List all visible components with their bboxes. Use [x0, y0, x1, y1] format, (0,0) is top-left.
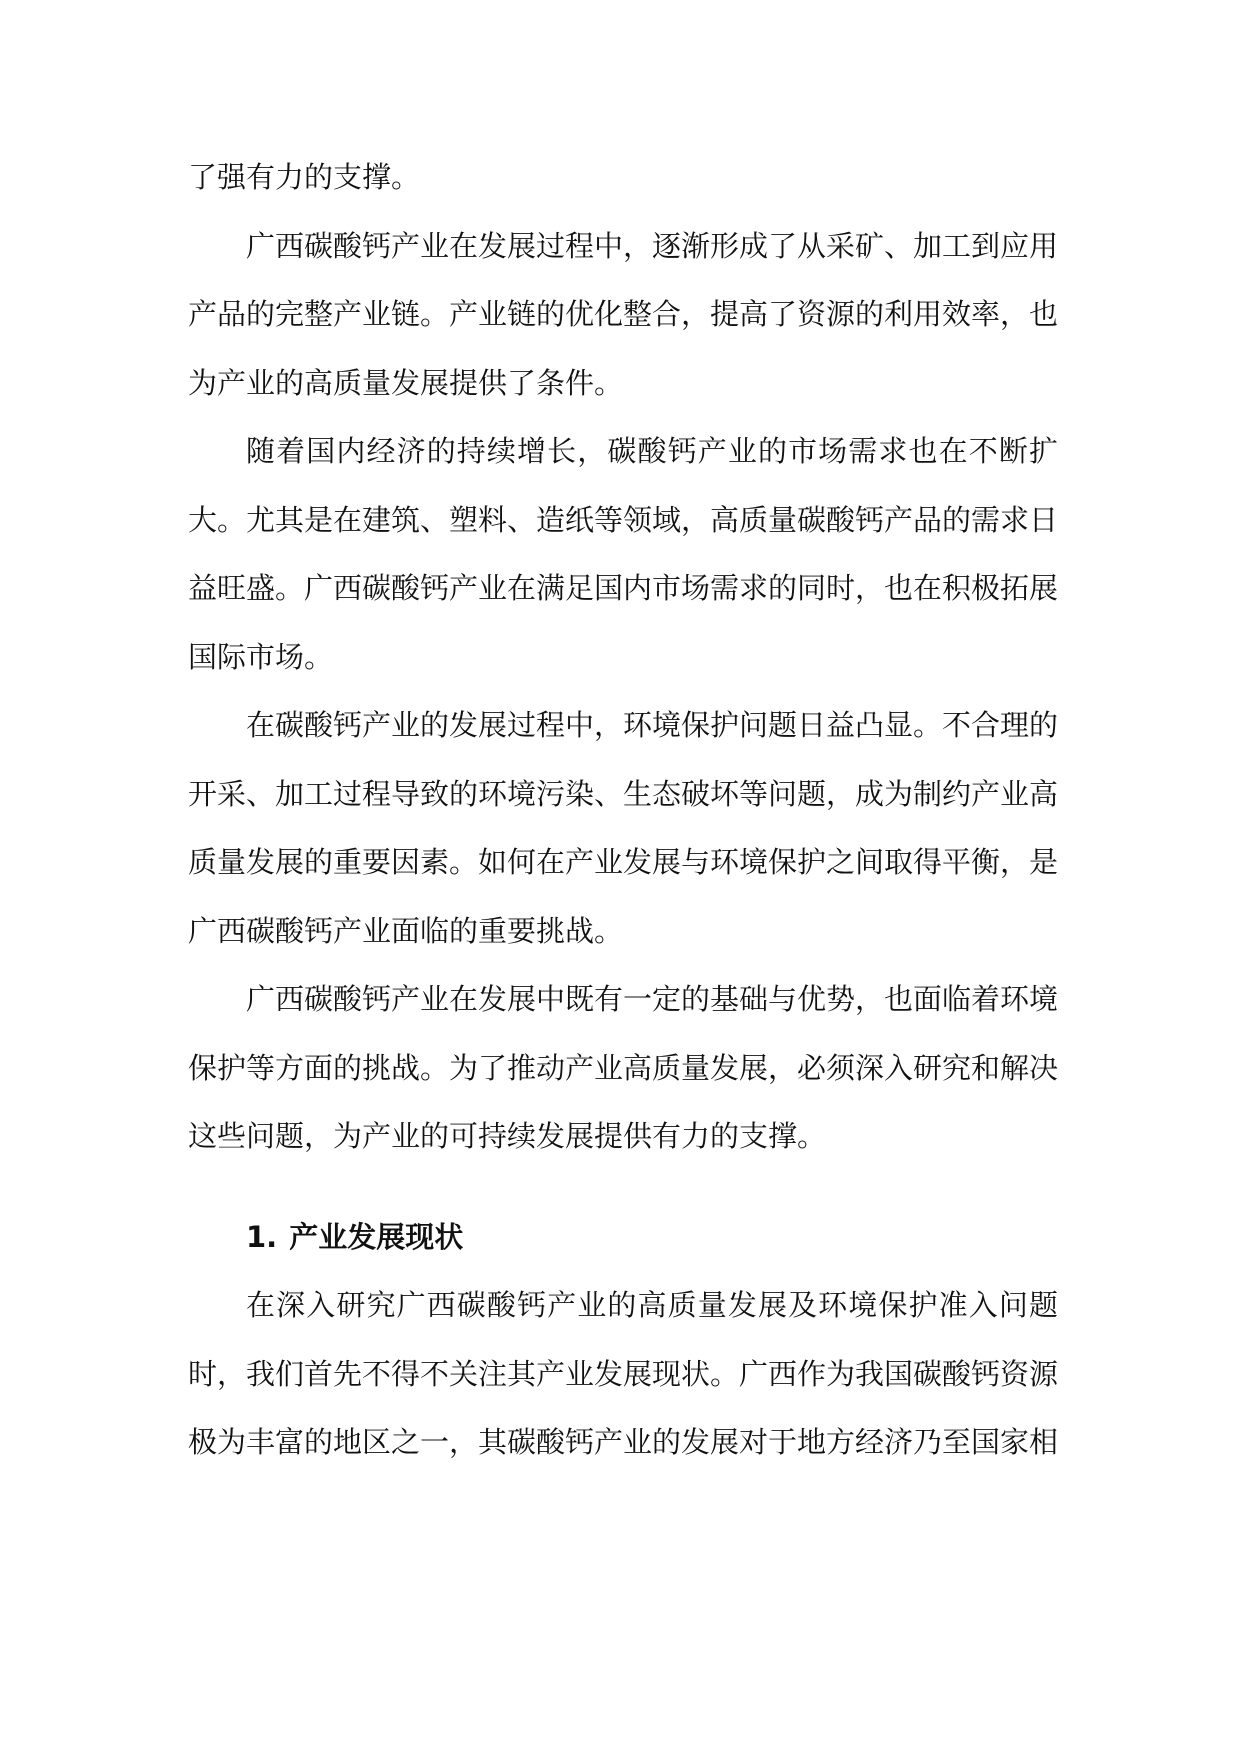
paragraph-market-demand: 随着国内经济的持续增长，碳酸钙产业的市场需求也在不断扩大。尤其是在建筑、塑料、造纸等领域，高质量碳酸钙产品的需求日益旺盛。广西碳酸钙产业在满足国内市场需求的同时，也在积极拓展国际市场。	[188, 434, 1059, 674]
section-number: 1.	[246, 1219, 278, 1254]
paragraph-environment-issues: 在碳酸钙产业的发展过程中，环境保护问题日益凸显。不合理的开采、加工过程导致的环境污染、生态破坏等问题，成为制约产业高质量发展的重要因素。如何在产业发展与环境保护之间取得平衡，是广西碳酸钙产业面临的重要挑战。	[188, 708, 1059, 948]
paragraph-development-status: 在深入研究广西碳酸钙产业的高质量发展及环境保护准入问题时，我们首先不得不关注其产业发展现状。广西作为我国碳酸钙资源极为丰富的地区之一，其碳酸钙产业的发展对于地方经济乃至国家相	[188, 1288, 1059, 1459]
paragraph-summary: 广西碳酸钙产业在发展中既有一定的基础与优势，也面临着环境保护等方面的挑战。为了推动产业高质量发展，必须深入研究和解决这些问题，为产业的可持续发展提供有力的支撑。	[188, 982, 1059, 1153]
paragraph-continued: 了强有力的支撑。	[188, 160, 421, 194]
section-heading	[188, 1203, 1058, 1272]
paragraph-industry-chain: 广西碳酸钙产业在发展过程中，逐渐形成了从采矿、加工到应用产品的完整产业链。产业链的优化整合，提高了资源的利用效率，也为产业的高质量发展提供了条件。	[188, 228, 1059, 400]
section-title: 产业发展现状	[289, 1219, 464, 1254]
document-body	[188, 143, 1058, 1477]
